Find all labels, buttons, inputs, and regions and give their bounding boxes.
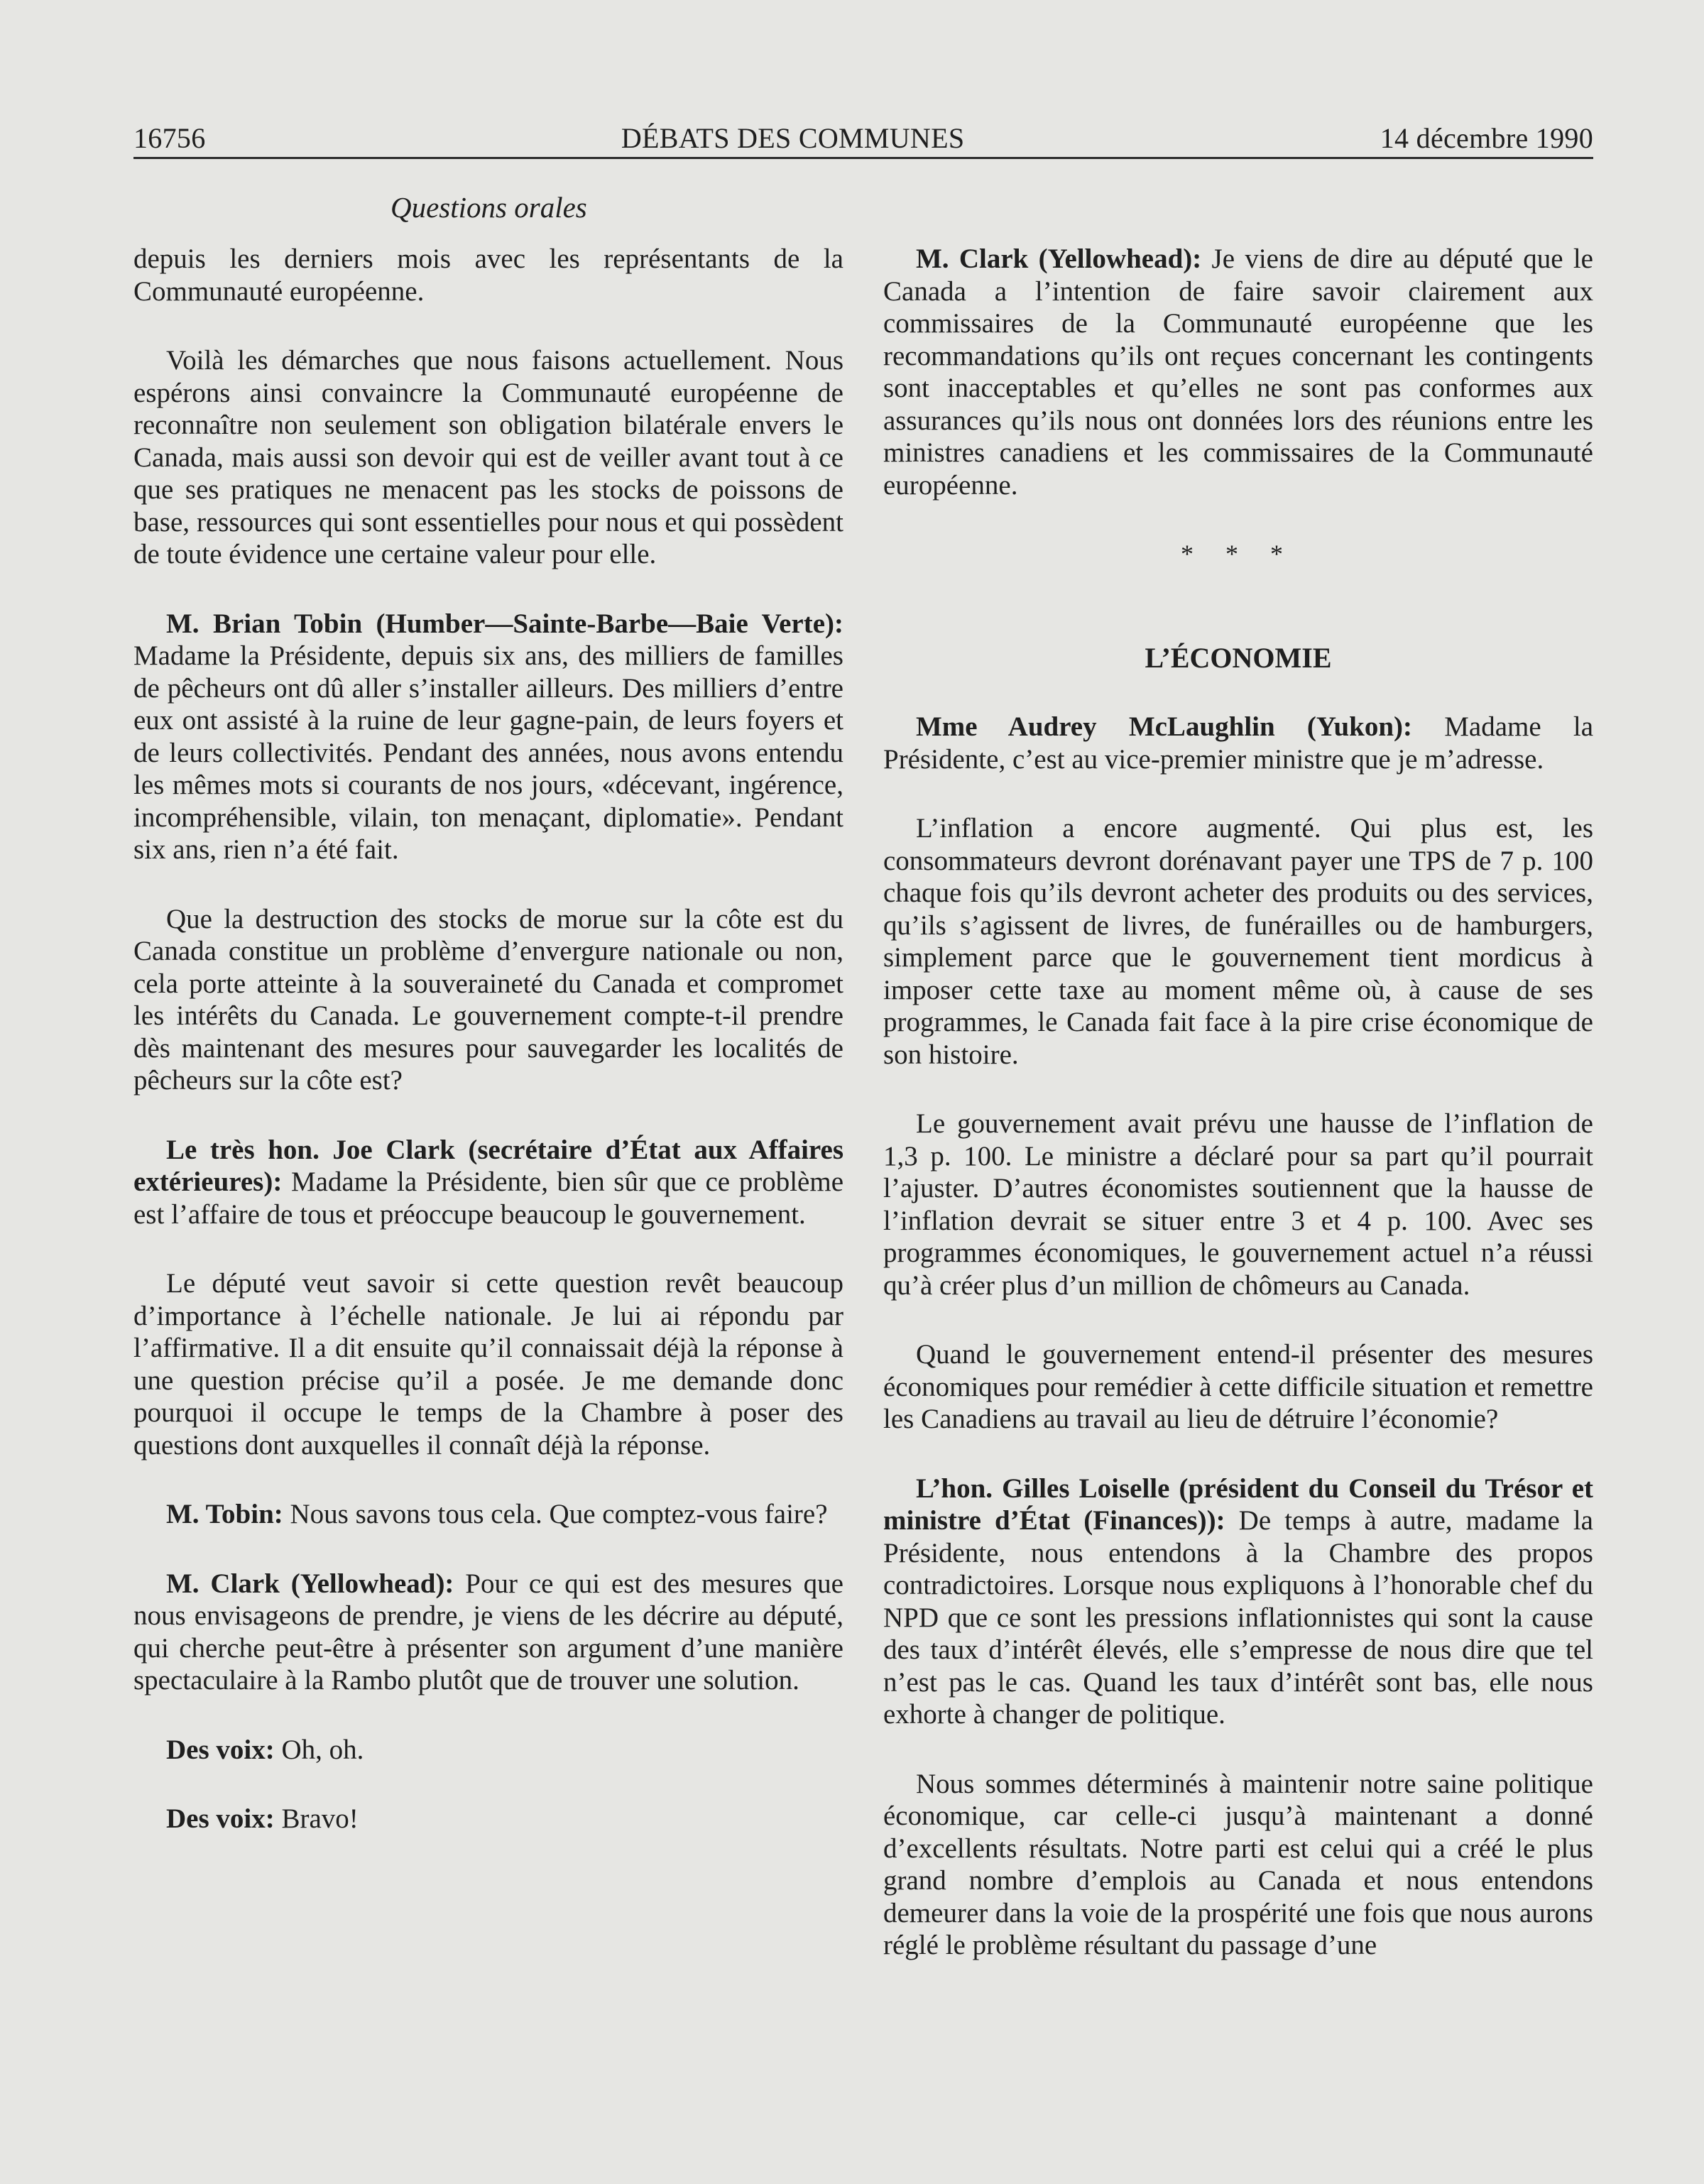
paragraph-text: Madame la Présidente, c’est au vice-premier ministre que je m’adresse. xyxy=(883,711,1594,775)
right-column xyxy=(883,243,1593,1999)
paragraph xyxy=(133,243,843,307)
paragraph-text: Le gouvernement avait prévu une hausse de l’inflation de 1,3 p. 100. Le ministre a déclaré pour sa part qu’il pourrait l’ajuster. D’autres économistes soutiennent que la hausse de l’inflation devrait se situer entre 3 et 4 p. 100. Avec ses programmes économiques, le gouvernement actuel n’a réussi qu’à créer plus d’un million de chômeurs au Canada. xyxy=(883,1108,1593,1301)
paragraph-text: Bravo! xyxy=(281,1803,359,1834)
paragraph xyxy=(133,1134,843,1231)
speaker-name: L’hon. Gilles Loiselle (président du Conseil du Trésor et ministre d’État (Finances)): xyxy=(883,1473,1593,1536)
speaker-name: Des voix: xyxy=(166,1734,275,1765)
section-title: Questions orales xyxy=(390,191,587,224)
paragraph xyxy=(883,1473,1593,1731)
speaker-name: M. Clark (Yellowhead): xyxy=(166,1568,454,1599)
speaker-name: Mme Audrey McLaughlin (Yukon): xyxy=(916,711,1413,742)
paragraph-text: Le député veut savoir si cette question revêt beaucoup d’importance à l’échelle nationale. Je lui ai répondu par l’affirmative. Il a dit ensuite qu’il connaissait déjà la réponse à une question précise qu’il a posée. Je me demande donc pourquoi il occupe le temps de la Chambre à poser des questions dont auxquelles il connaît déjà la réponse. xyxy=(133,1268,843,1460)
paragraph-text: L’inflation a encore augmenté. Qui plus est, les consommateurs devront dorénavant payer une TPS de 7 p. 100 chaque fois qu’ils devront acheter des produits ou des services, qu’ils s’agissent de livres, de funérailles ou de hamburgers, simplement parce que le gouvernement tient mordicus à imposer cette taxe au moment même où, à cause de ses programmes, le Canada fait face à la pire crise économique de son histoire. xyxy=(883,813,1593,1070)
right-column-bottom xyxy=(883,711,1593,1962)
paragraph-text: Madame la Présidente, depuis six ans, des milliers de familles de pêcheurs ont dû aller s’installer ailleurs. Des milliers d’entre eux ont assisté à la ruine de leur gagne-pain, de leurs foyers et de leurs collectivités. Pendant des années, nous avons entendu les mêmes mots si courants de nos jours, «décevant, ingérence, incompréhensible, vilain, ton menaçant, diplomatie». Pendant six ans, rien n’a été fait. xyxy=(133,640,843,865)
paragraph-text: Je viens de dire au député que le Canada a l’intention de faire savoir clairement aux commissaires de la Communauté européenne que les recommandations qu’ils ont reçues concernant les contingents sont inacceptables et qu’elles ne sont pas conformes aux assurances qu’ils nous ont données lors des réunions entre les ministres canadiens et les commissaires de la Communauté européenne. xyxy=(883,244,1593,501)
speaker-name: M. Brian Tobin (Humber—Sainte-Barbe—Baie Verte): xyxy=(166,608,843,639)
paragraph xyxy=(133,1803,843,1835)
paragraph xyxy=(883,1108,1593,1301)
journal-title: DÉBATS DES COMMUNES xyxy=(621,122,965,154)
paragraph xyxy=(133,608,843,866)
paragraph-text: Que la destruction des stocks de morue sur la côte est du Canada constitue un problème d’envergure nationale ou non, cela porte atteinte à la souveraineté du Canada et compromet les intérêts du Canada. Le gouvernement compte-t-il prendre dès maintenant des mesures pour sauvegarder les localités de pêcheurs sur la côte est? xyxy=(133,903,843,1096)
paragraph-text: De temps à autre, madame la Présidente, nous entendons à la Chambre des propos contradictoires. Lorsque nous expliquons à l’honorable chef du NPD que ce sont les pressions inflationnistes qui sont la cause des taux d’intérêt élevés, elle s’empresse de nous dire que tel n’est pas le cas. Quand les taux d’intérêt sont bas, elle nous exhorte à changer de politique. xyxy=(883,1505,1593,1730)
speaker-name: M. Tobin: xyxy=(166,1499,283,1529)
paragraph-text: Nous sommes déterminés à maintenir notre saine politique économique, car celle-ci jusqu’à maintenant a donné d’excellents résultats. Notre parti est celui qui a créé le plus grand nombre d’emplois au Canada et nous entendons demeurer dans la voie de la prospérité une fois que nous aurons réglé le problème résultant du passage d’une xyxy=(883,1768,1593,1960)
paragraph xyxy=(883,243,1593,501)
paragraph xyxy=(883,1338,1593,1436)
paragraph-text: Pour ce qui est des mesures que nous envisageons de prendre, je viens de les décrire au député, qui cherche peut-être à présenter son argument d’une manière spectaculaire à la Rambo plutôt que de trouver une solution. xyxy=(133,1568,843,1696)
page-date: 14 décembre 1990 xyxy=(1380,122,1593,154)
paragraph xyxy=(883,1768,1593,1962)
paragraph-text: Oh, oh. xyxy=(281,1734,364,1765)
paragraph-text: Quand le gouvernement entend-il présenter des mesures économiques pour remédier à cette difficile situation et remettre les Canadiens au travail au lieu de détruire l’économie? xyxy=(883,1339,1593,1434)
paragraph xyxy=(133,1568,843,1697)
left-column xyxy=(133,243,843,1872)
paragraph xyxy=(133,1267,843,1461)
paragraph xyxy=(133,344,843,571)
page-header xyxy=(133,111,1593,155)
paragraph-text: Voilà les démarches que nous faisons actuellement. Nous espérons ainsi convaincre la Communauté européenne de reconnaître non seulement son obligation bilatérale envers le Canada, mais aussi son devoir qui est de veiller avant tout à ce que ses pratiques ne menacent pas les stocks de poissons de base, ressources qui sont essentielles pour nous et qui possèdent de toute évidence une certaine valeur pour elle. xyxy=(133,345,843,569)
section-separator: * * * xyxy=(1181,540,1296,568)
paragraph-text: Madame la Présidente, bien sûr que ce problème est l’affaire de tous et préoccupe beaucoup le gouvernement. xyxy=(133,1167,844,1230)
paragraph-text: depuis les derniers mois avec les représentants de la Communauté européenne. xyxy=(133,244,843,307)
paragraph xyxy=(133,1734,843,1767)
paragraph-text: Nous savons tous cela. Que comptez-vous faire? xyxy=(290,1499,828,1529)
section-heading: L’ÉCONOMIE xyxy=(1145,641,1332,674)
paragraph xyxy=(883,812,1593,1071)
speaker-name: Le très hon. Joe Clark (secrétaire d’État aux Affaires extérieures): xyxy=(133,1134,843,1197)
speaker-name: Des voix: xyxy=(166,1803,275,1834)
speaker-name: M. Clark (Yellowhead): xyxy=(916,244,1202,274)
paragraph xyxy=(883,711,1593,775)
paragraph xyxy=(133,1498,843,1531)
header-rule xyxy=(133,157,1593,159)
right-column-top xyxy=(883,243,1593,501)
page-number: 16756 xyxy=(133,122,206,154)
paragraph xyxy=(133,903,843,1097)
